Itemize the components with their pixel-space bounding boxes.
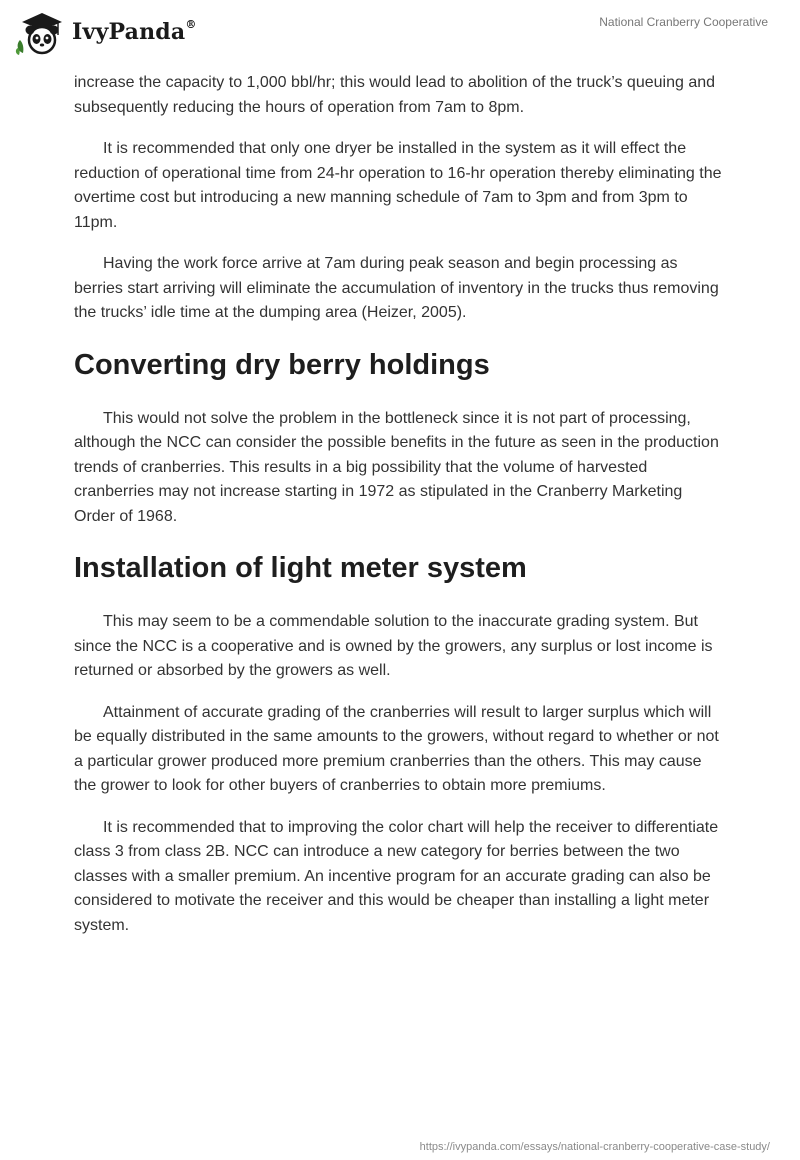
section-heading: Installation of light meter system — [74, 552, 527, 584]
paragraph: Having the work force arrive at 7am during peak season and begin processing as berries start arriving will eliminate the accumulation of inventory in the trucks thus removing the trucks’ idle time at the dumping area (Heizer, 2005). — [74, 255, 719, 321]
paragraph: This would not solve the problem in the bottleneck since it is not part of processing, although the NCC can consider the possible benefits in the future as seen in the production trends of cranberries. This results in a big possibility that the volume of harvested cranberries may not increase starting in 1972 as stipulated in the Cranberry Marketing Order of 1968. — [74, 409, 719, 525]
section-heading: Converting dry berry holdings — [74, 348, 490, 381]
brand-name: IvyPanda® — [72, 17, 197, 45]
source-url[interactable]: https://ivypanda.com/essays/national-cranberry-cooperative-case-study/ — [419, 1141, 770, 1153]
page-header — [0, 0, 800, 64]
essay-content — [74, 71, 724, 955]
panda-graduate-icon — [14, 8, 66, 56]
paragraph: Attainment of accurate grading of the cranberries will result to larger surplus which will be equally distributed in the same amounts to the growers, without regard to whether or not a particular grower produced more premium cranberries than the others. This may cause the grower to look for other buyers of cranberries to obtain more premiums. — [74, 703, 719, 794]
paragraph: This may seem to be a commendable solution to the inaccurate grading system. But since the NCC is a cooperative and is owned by the growers, any surplus or lost income is returned or absorbed by the growers as well. — [74, 613, 713, 679]
document-title: National Cranberry Cooperative — [599, 15, 768, 29]
brand-logo[interactable] — [14, 8, 197, 56]
paragraph: It is recommended that only one dryer be installed in the system as it will effect the reduction of operational time from 24-hr operation to 16-hr operation thereby eliminating the overtime cost but introducing a new manning schedule of 7am to 3pm and from 3pm to 11pm. — [74, 140, 722, 231]
paragraph: It is recommended that to improving the color chart will help the receiver to differentiate class 3 from class 2B. NCC can introduce a new category for berries between the two classes with a smaller premium. An incentive program for an accurate grading can also be considered to motivate the receiver and this would be cheaper than installing a light meter system. — [74, 818, 719, 934]
paragraph: increase the capacity to 1,000 bbl/hr; this would lead to abolition of the truck’s queuing and subsequently reducing the hours of operation from 7am to 8pm. — [74, 74, 716, 116]
